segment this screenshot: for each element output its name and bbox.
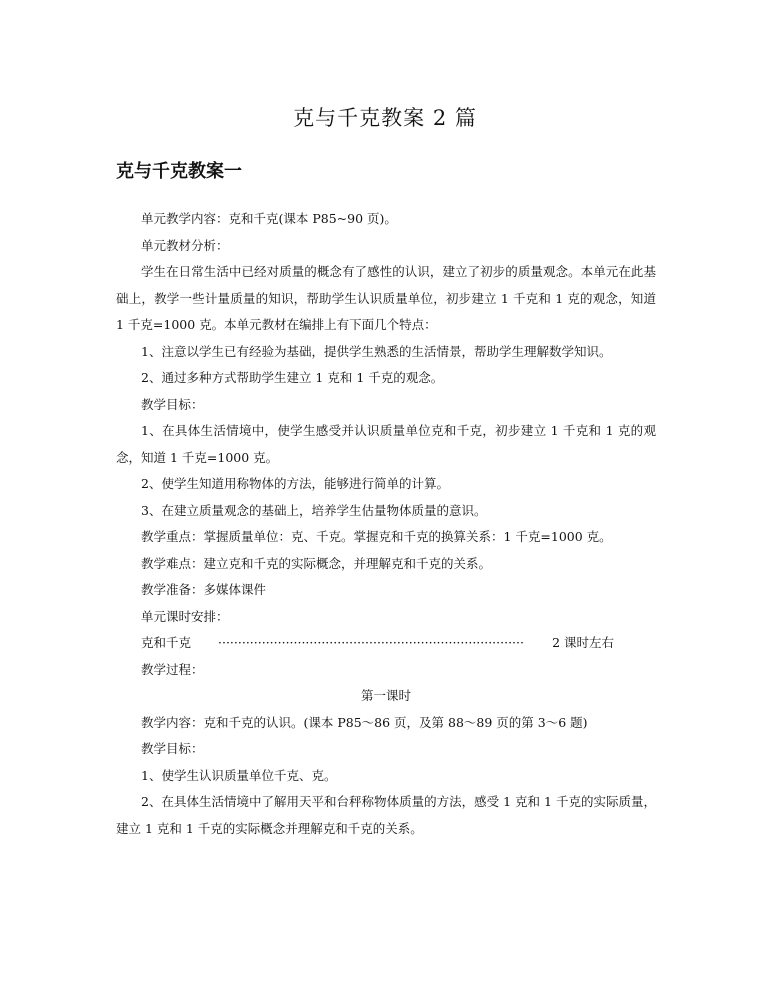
paragraph: 1、使学生认识质量单位千克、克。 bbox=[141, 767, 337, 783]
paragraph: 3、在建立质量观念的基础上，培养学生估量物体质量的意识。 bbox=[141, 502, 487, 518]
paragraph: 1、注意以学生已有经验为基础，提供学生熟悉的生活情景，帮助学生理解数学知识。 bbox=[141, 343, 612, 359]
paragraph: 2、使学生知道用称物体的方法，能够进行简单的计算。 bbox=[141, 476, 449, 491]
paragraph: 教学内容：克和千克的认识。(课本 P85～86 页，及第 88～89 页的第 3～6 题) bbox=[141, 714, 588, 730]
schedule-item: 克和千克 bbox=[141, 635, 192, 650]
paragraph: 教学难点：建立克和千克的实际概念，并理解克和千克的关系。 bbox=[141, 555, 492, 571]
paragraph: 1、在具体生活情境中，使学生感受并认识质量单位克和千克，初步建立 1 千克和 1 克的观念，知道 1 千克=1000 克。 bbox=[116, 423, 656, 465]
lesson-heading: 第一课时 bbox=[360, 688, 411, 703]
paragraph: 单元课时安排： bbox=[141, 608, 229, 624]
section-title: 克与千克教案一 bbox=[116, 161, 242, 182]
document-body bbox=[116, 206, 656, 842]
paragraph: 学生在日常生活中已经对质量的概念有了感性的认识，建立了初步的质量观念。本单元在此基础上，教学一些计量质量的知识，帮助学生认识质量单位，初步建立 1 千克和 1 克的观念，知道 1 千克=1000 克。本单元教材在编排上有下面几个特点： bbox=[116, 264, 656, 332]
dot-leader bbox=[193, 630, 525, 657]
paragraph: 教学准备：多媒体课件 bbox=[141, 582, 267, 597]
paragraph: 单元教学内容：克和千克(课本 P85~90 页)。 bbox=[141, 211, 397, 226]
paragraph: 教学目标： bbox=[141, 741, 204, 756]
paragraph: 教学重点：掌握质量单位：克、千克。掌握克和千克的换算关系：1 千克=1000 克。 bbox=[141, 529, 612, 544]
schedule-hours: 2 课时左右 bbox=[552, 635, 614, 650]
paragraph: 2、通过多种方式帮助学生建立 1 克和 1 千克的观念。 bbox=[141, 370, 444, 385]
schedule-line bbox=[116, 630, 656, 657]
process-label: 教学过程： bbox=[141, 661, 204, 677]
paragraph: 单元教材分析： bbox=[141, 237, 229, 253]
paragraph: 教学目标： bbox=[141, 396, 204, 412]
paragraph: 2、在具体生活情境中了解用天平和台秤称物体质量的方法，感受 1 克和 1 千克的实际质量，建立 1 克和 1 千克的实际概念并理解克和千克的关系。 bbox=[116, 794, 656, 836]
document-title: 克与千克教案 2 篇 bbox=[293, 106, 477, 130]
